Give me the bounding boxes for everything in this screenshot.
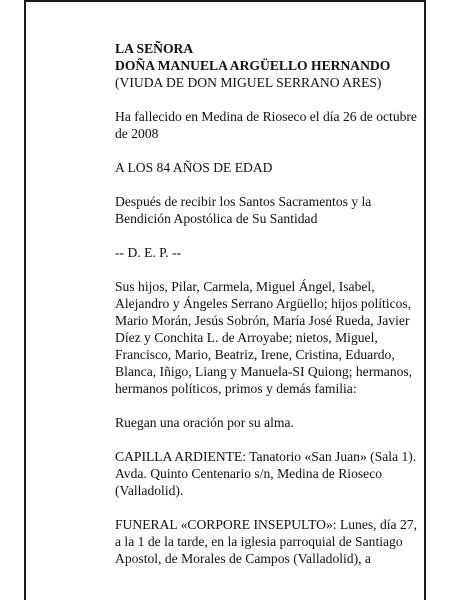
age-statement: A LOS 84 AÑOS DE EDAD [115,160,273,175]
funeral-info: FUNERAL «CORPORE INSEPULTO»: Lunes, día 27, a la 1 de la tarde, en la iglesia parroquial de Santiago Apostol, de Morales de Campos (Valladolid), a [115,517,417,566]
deceased-heading [115,40,425,91]
family-statement: Sus hijos, Pilar, Carmela, Miguel Ángel, Isabel, Alejandro y Ángeles Serrano Argüello; hijos políticos, Mario Morán, Jesús Sobrón, María José Rueda, Javier Díez y Conchita L. de Arroyabe; nietos, Miguel, Francisco, Mario, Beatriz, Irene, Cristina, Eduardo, Blanca, Iñigo, Liang y Manuela-SI Quiong; hermanos, hermanos políticos, primos y demás familia: [115,279,413,396]
title-line-1: LA SEÑORA [115,41,194,56]
rip-statement: -- D. E. P. -- [115,245,182,260]
obituary-notice [115,40,425,584]
document-page [24,0,426,600]
sacraments-statement: Después de recibir los Santos Sacramentos y la Bendición Apostólica de Su Santidad [115,194,372,226]
death-statement: Ha fallecido en Medina de Rioseco el día 26 de octubre de 2008 [115,109,417,141]
title-line-2: DOÑA MANUELA ARGÜELLO HERNANDO [115,58,391,73]
chapel-info: CAPILLA ARDIENTE: Tanatorio «San Juan» (Sala 1). Avda. Quinto Centenario s/n, Medina de Rioseco (Valladolid). [115,449,417,498]
prayer-request: Ruegan una oración por su alma. [115,415,294,430]
widow-line: (VIUDA DE DON MIGUEL SERRANO ARES) [115,75,382,90]
